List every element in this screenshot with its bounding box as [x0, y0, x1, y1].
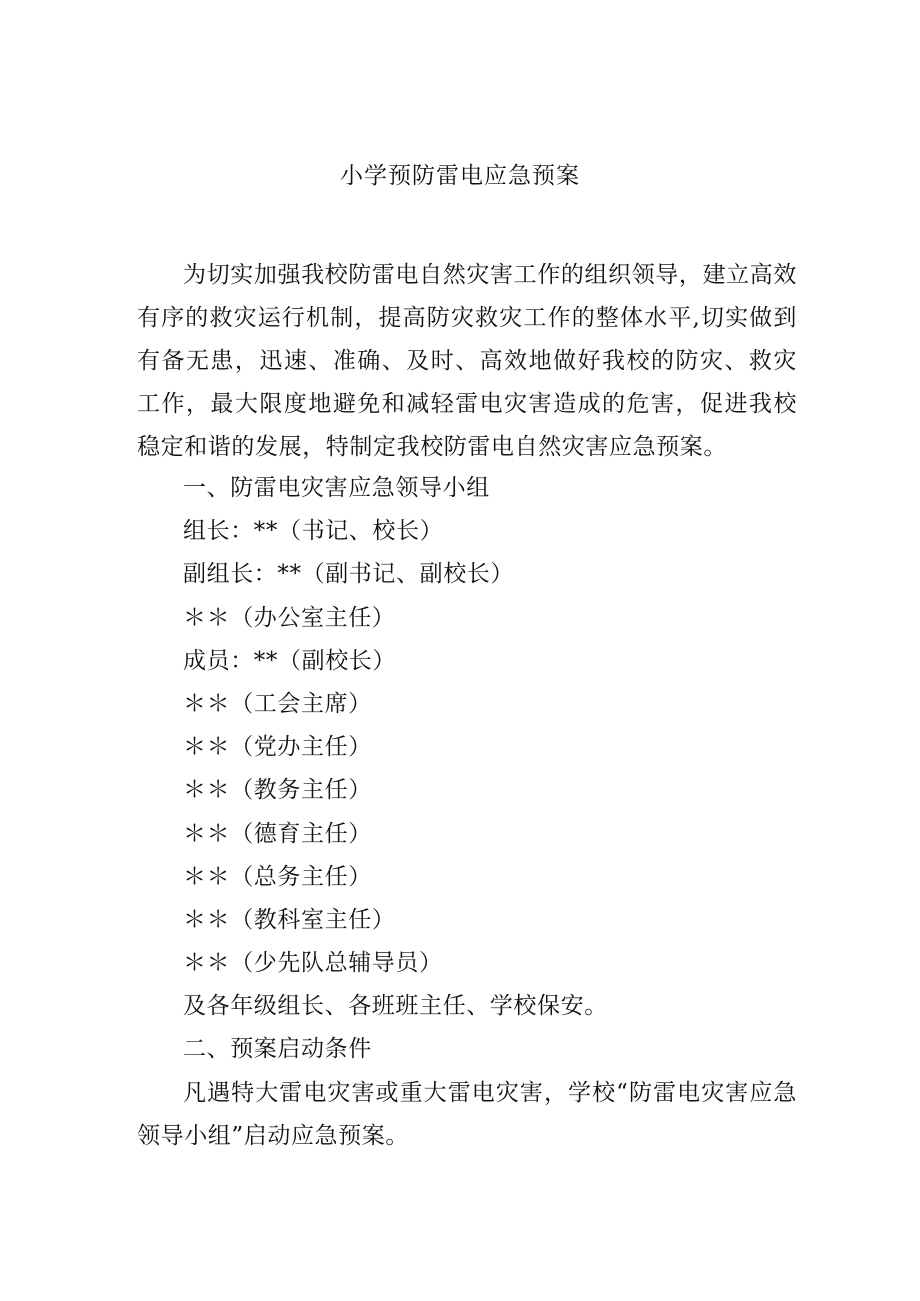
member-line: ＊＊（教科室主任）: [183, 906, 396, 933]
member-line: ＊＊（工会主席）: [183, 690, 372, 717]
section-heading-leadership-group: 一、防雷电灾害应急领导小组: [183, 475, 490, 501]
member-line: 成员：**（副校长）: [183, 647, 396, 674]
section-heading-activation-conditions: 二、预案启动条件: [183, 1036, 372, 1063]
member-line: ＊＊（党办主任）: [183, 734, 372, 761]
member-line: ＊＊（总务主任）: [183, 863, 372, 890]
member-line: 副组长：**（副书记、副校长）: [183, 561, 514, 588]
member-line: ＊＊（少先队总辅导员）: [183, 950, 443, 977]
member-line: ＊＊（教务主任）: [183, 777, 372, 804]
member-line: 组长：**（书记、校长）: [183, 518, 444, 545]
member-line: ＊＊（办公室主任）: [183, 604, 396, 631]
document-title: 小学预防雷电应急预案: [340, 163, 580, 189]
member-line: ＊＊（德育主任）: [183, 820, 372, 847]
intro-paragraph: 为切实加强我校防雷电自然灾害工作的组织领导，建立高效有序的救灾运行机制，提高防灾救灾工作的整体水平,切实做到有备无患，迅速、准确、及时、高效地做好我校的防灾、救灾工作，最大限度地避免和减轻雷电灾害造成的危害，促进我校稳定和谐的发展，特制定我校防雷电自然灾害应急预案。: [137, 262, 797, 460]
activation-paragraph: 凡遇特大雷电灾害或重大雷电灾害，学校“防雷电灾害应急领导小组”启动应急预案。: [137, 1080, 797, 1149]
member-line: 及各年级组长、各班班主任、学校保安。: [183, 993, 608, 1020]
body-lines: [0, 467, 920, 1072]
